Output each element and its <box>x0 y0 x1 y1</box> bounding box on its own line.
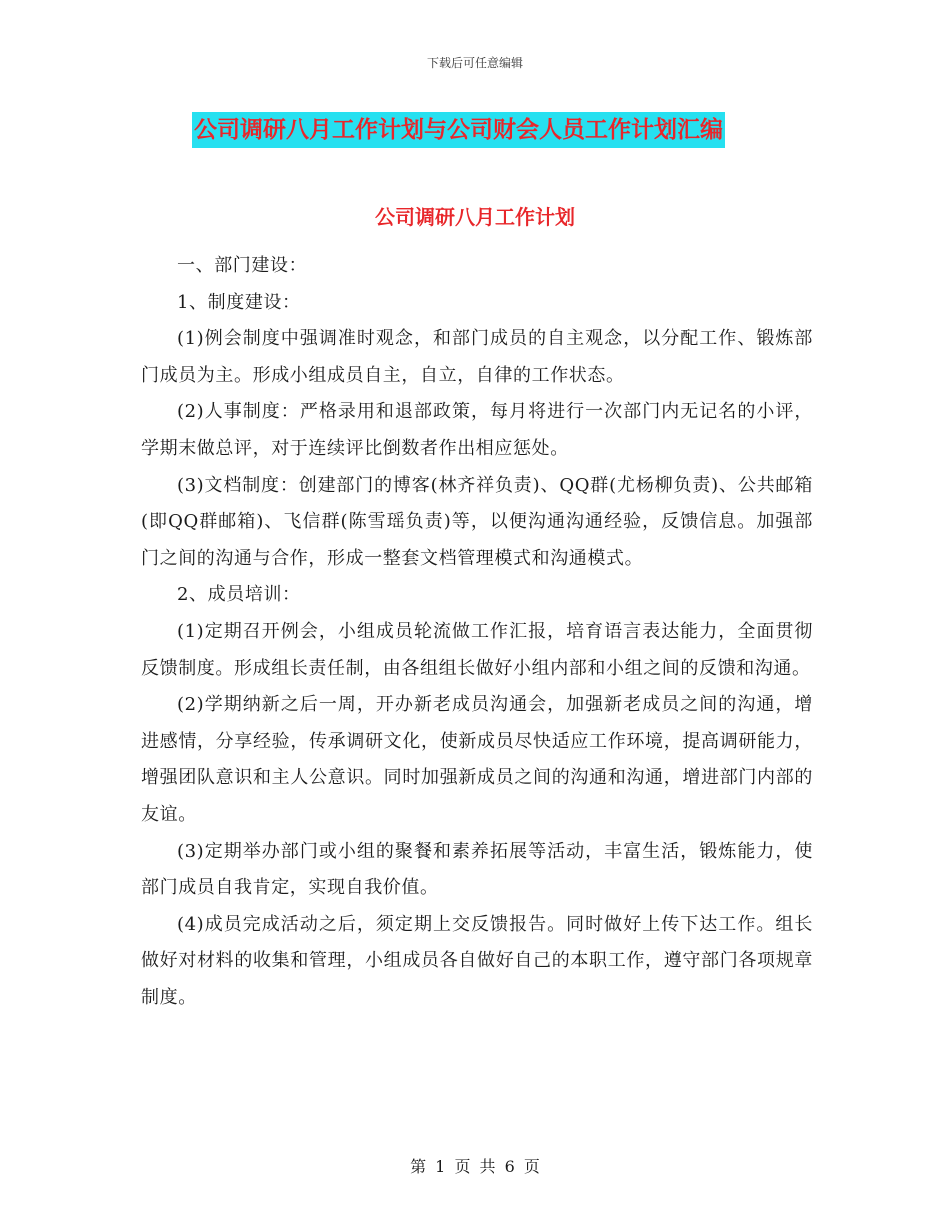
paragraph: (3)文档制度：创建部门的博客(林齐祥负责)、QQ群(尤杨柳负责)、公共邮箱(即QQ群邮箱)、飞信群(陈雪瑶负责)等，以便沟通沟通经验，反馈信息。加强部门之间的沟通与合作，形成一整套文档管理模式和沟通模式。 <box>141 474 813 569</box>
page-number-footer: 第 1 页 共 6 页 <box>410 1157 540 1176</box>
header-note: 下载后可任意编辑 <box>426 56 523 70</box>
paragraph-heading-dept: 一、部门建设： <box>177 255 308 276</box>
paragraph: (2)人事制度：严格录用和退部政策，每月将进行一次部门内无记名的小评，学期末做总评，对于连续评比倒数者作出相应惩处。 <box>141 401 813 459</box>
document-main-title: 公司调研八月工作计划与公司财会人员工作计划汇编 <box>192 112 725 148</box>
paragraph-heading-training: 2、成员培训： <box>177 584 301 606</box>
paragraph: (3)定期举办部门或小组的聚餐和素养拓展等活动，丰富生活，锻炼能力，使部门成员自我肯定，实现自我价值。 <box>141 840 813 899</box>
section-title: 公司调研八月工作计划 <box>375 205 575 229</box>
paragraph-heading-system: 1、制度建设： <box>177 291 301 313</box>
paragraph: (4)成员完成活动之后，须定期上交反馈报告。同时做好上传下达工作。组长做好对材料的收集和管理，小组成员各自做好自己的本职工作，遵守部门各项规章制度。 <box>141 913 813 1008</box>
paragraph: (1)例会制度中强调准时观念，和部门成员的自主观念，以分配工作、锻炼部门成员为主。形成小组成员自主，自立，自律的工作状态。 <box>141 328 813 386</box>
paragraph: (2)学期纳新之后一周，开办新老成员沟通会，加强新老成员之间的沟通，增进感情，分享经验，传承调研文化，使新成员尽快适应工作环境，提高调研能力，增强团队意识和主人公意识。同时加强新成员之间的沟通和沟通，增进部门内部的友谊。 <box>141 694 813 825</box>
document-body <box>141 248 813 1016</box>
paragraph: (1)定期召开例会，小组成员轮流做工作汇报，培育语言表达能力，全面贯彻反馈制度。形成组长责任制，由各组组长做好小组内部和小组之间的反馈和沟通。 <box>141 620 813 679</box>
